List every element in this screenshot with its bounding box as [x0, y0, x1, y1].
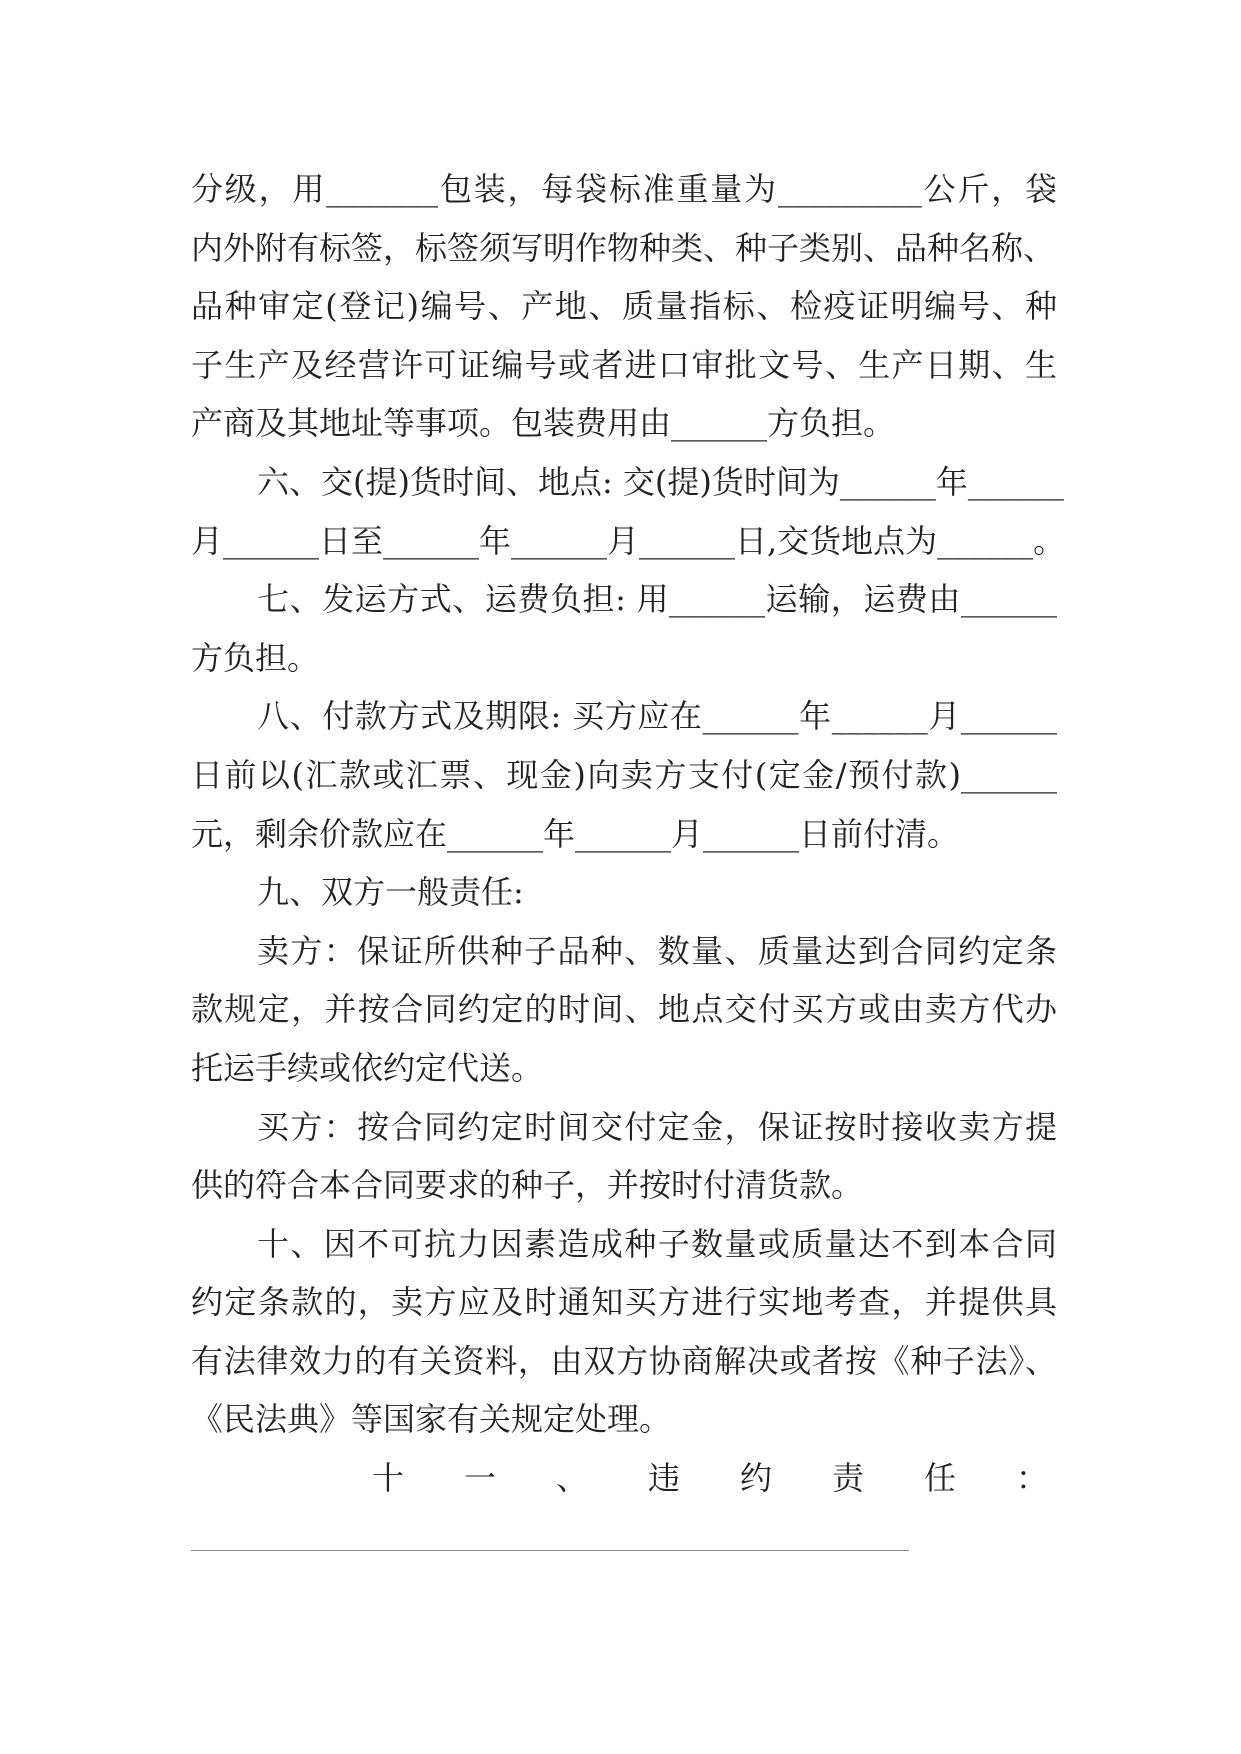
text-line: 子生产及经营许可证编号或者进口审批文号、生产日期、生	[191, 345, 1057, 384]
clause-9-heading-line: 九、双方一般责任:	[257, 873, 524, 912]
buyer-duty-line: 买方：按合同约定时间交付定金，保证按时接收卖方提	[257, 1107, 1057, 1146]
blank-underline-rule	[191, 1550, 909, 1551]
text-line: 《民法典》等国家有关规定处理。	[191, 1400, 672, 1439]
clause-7-heading-line: 七、发运方式、运费负担: 用______运输，运费由______	[257, 580, 1057, 619]
contract-body	[191, 160, 1109, 1508]
text-line: 日前以(汇款或汇票、现金)向卖方支付(定金/预付款)______	[191, 755, 1057, 794]
clause-11-heading: 十一、违约责任：	[372, 1459, 1109, 1498]
text-line: 方负担。	[191, 638, 320, 677]
text-line: 款规定，并按合同约定的时间、地点交付买方或由卖方代办	[191, 990, 1057, 1029]
text-line: 托运手续或依约定代送。	[191, 1048, 544, 1087]
text-line: 元，剩余价款应在______年______月______日前付清。	[191, 814, 960, 853]
text-line: 内外附有标签，标签须写明作物种类、种子类别、品种名称、	[191, 228, 1056, 267]
clause-6-heading-line: 六、交(提)货时间、地点: 交(提)货时间为______年______	[257, 462, 1064, 501]
text-line: 有法律效力的有关资料，由双方协商解决或者按《种子法》、	[191, 1341, 1057, 1380]
text-line: 供的符合本合同要求的种子，并按时付清货款。	[191, 1166, 864, 1205]
text-line: 产商及其地址等事项。包装费用由______方负担。	[191, 404, 896, 443]
clause-10-heading-line: 十、因不可抗力因素造成种子数量或质量达不到本合同	[257, 1224, 1057, 1263]
text-line: 品种审定(登记)编号、产地、质量指标、检疫证明编号、种	[191, 287, 1057, 326]
text-line: 约定条款的，卖方应及时通知买方进行实地考查，并提供具	[191, 1283, 1057, 1322]
seller-duty-line: 卖方：保证所供种子品种、数量、质量达到合同约定条	[257, 931, 1057, 970]
text-line: 月______日至______年______月______日,交货地点为______。	[191, 521, 1066, 560]
text-line: 分级，用_______包装，每袋标准重量为_________公斤，袋	[191, 170, 1057, 208]
clause-8-heading-line: 八、付款方式及期限: 买方应在______年______月______	[257, 697, 1057, 736]
